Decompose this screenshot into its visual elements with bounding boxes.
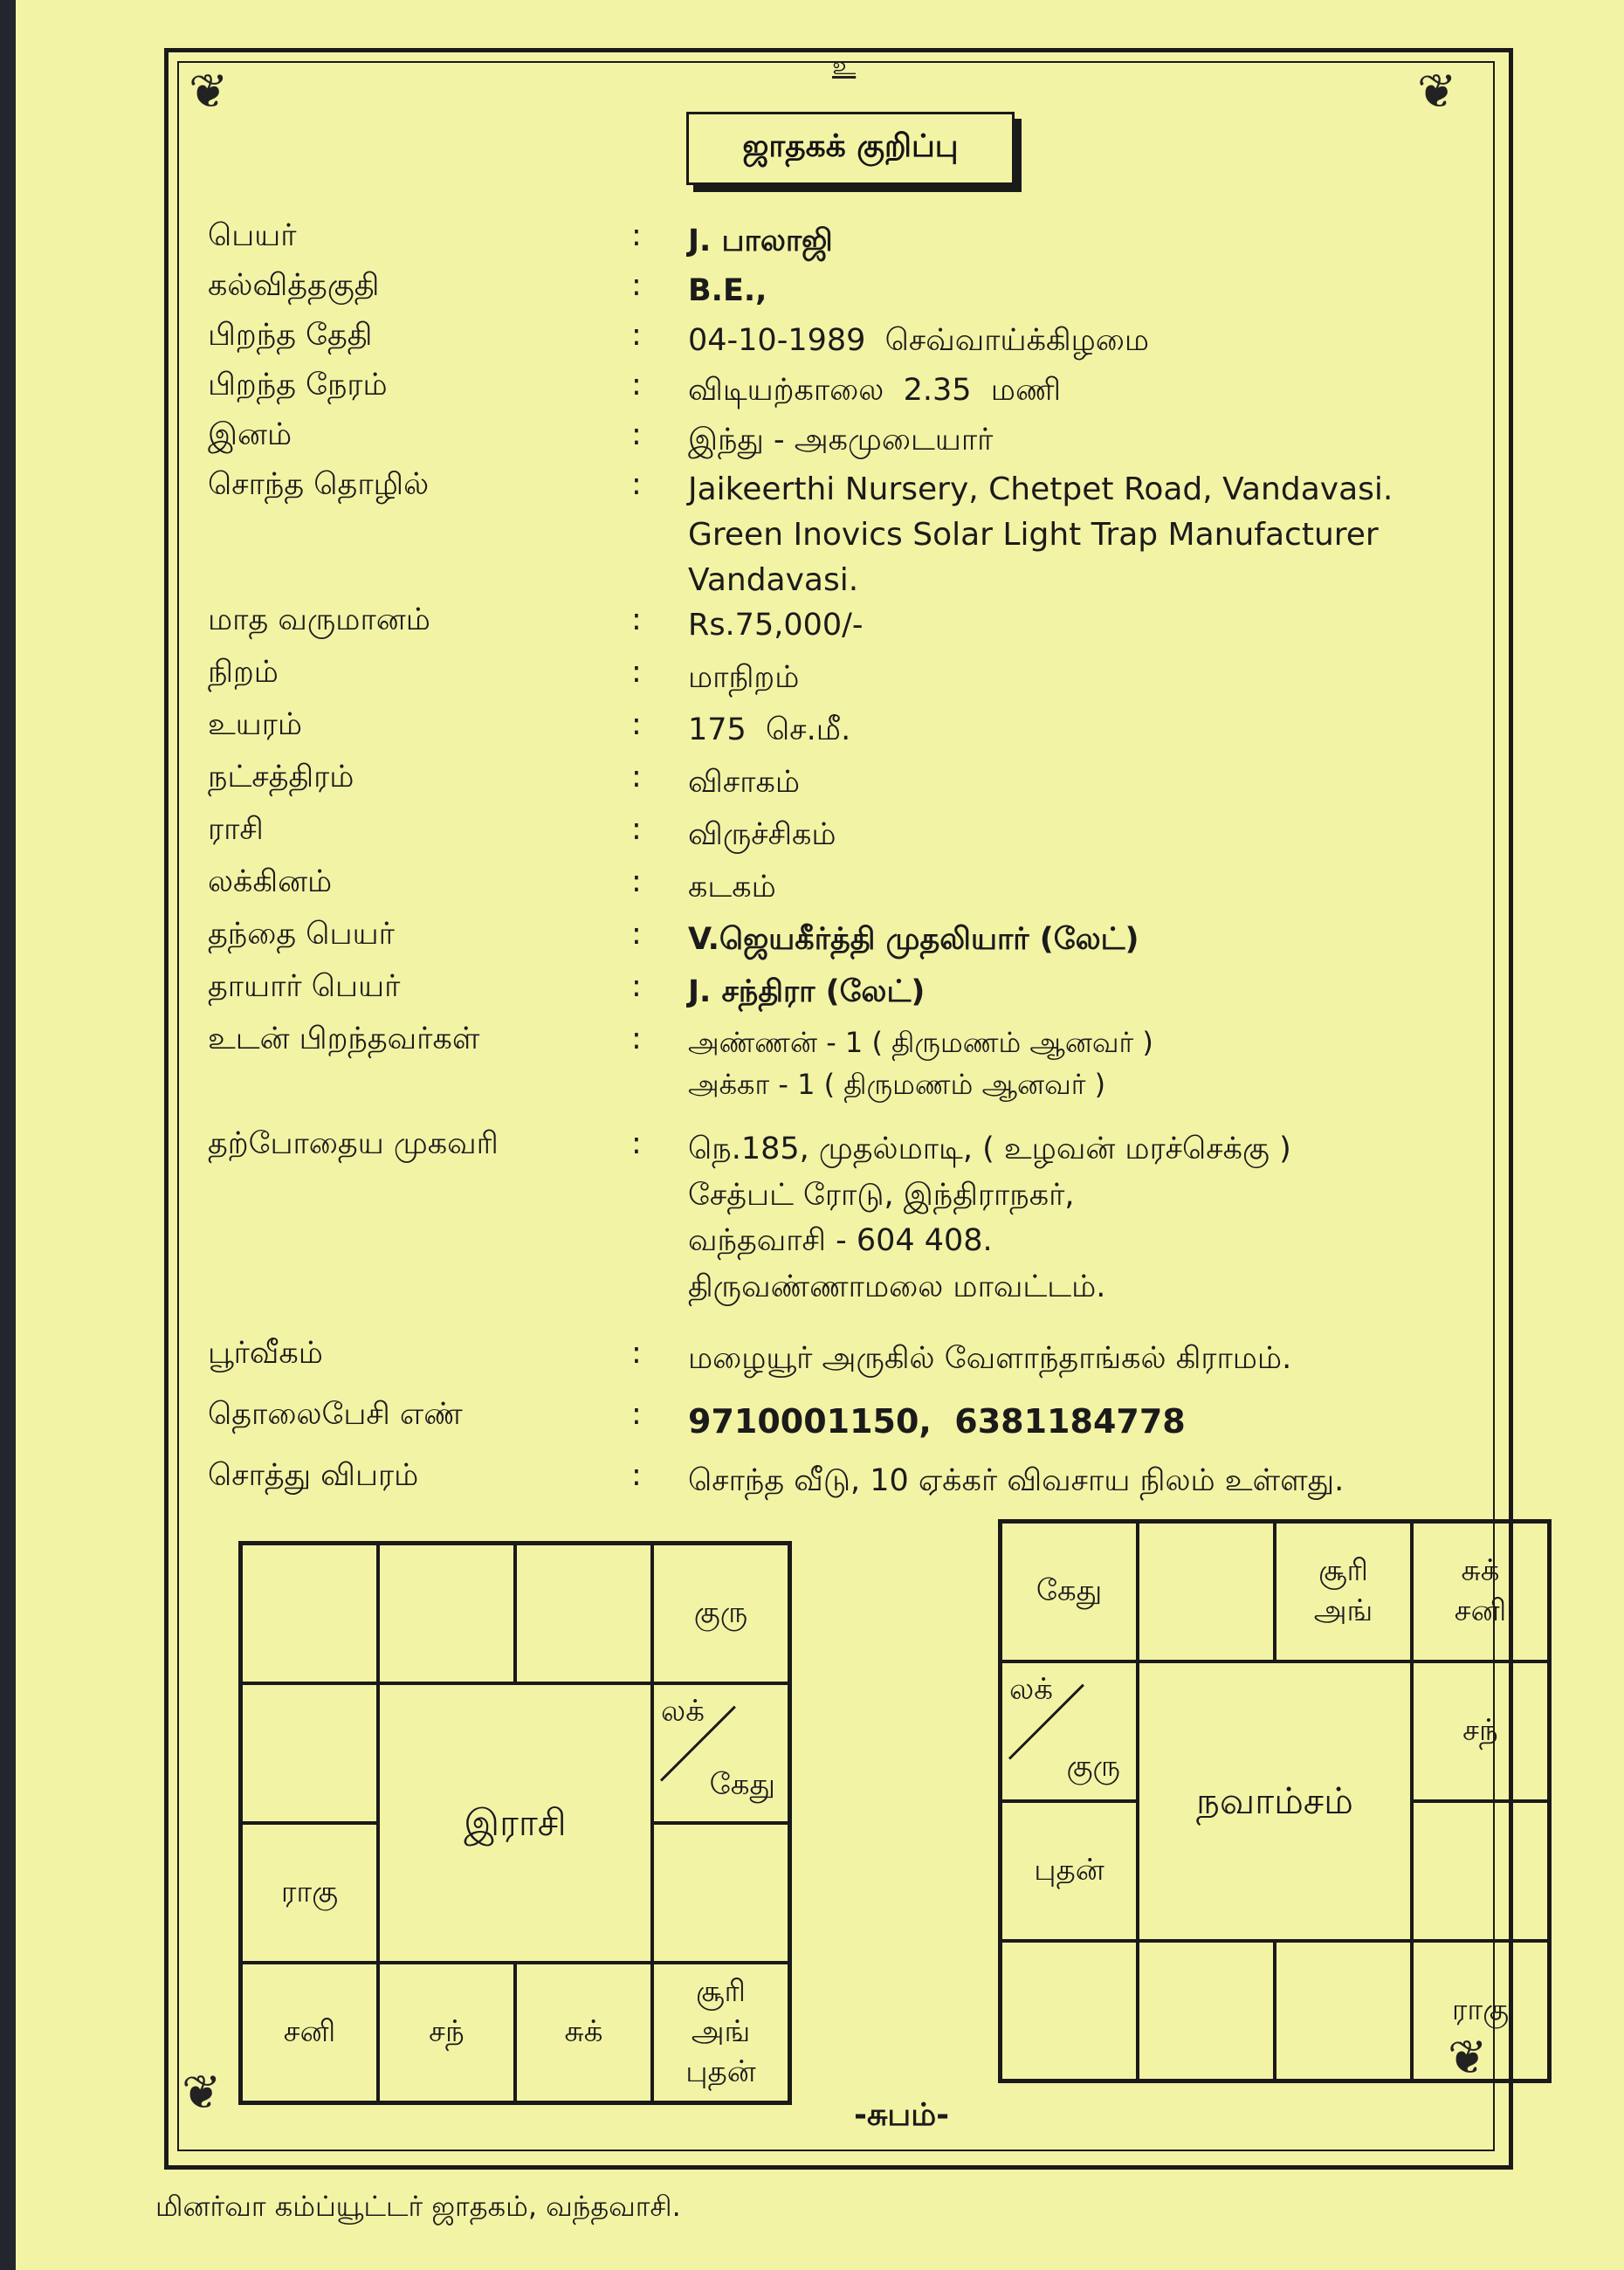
rasi-house	[241, 1683, 378, 1823]
rasi-house: சுக்	[515, 1963, 652, 2102]
detail-value: கடகம்	[688, 870, 776, 905]
detail-value: சொந்த வீடு, 10 ஏக்கர் விவசாய நிலம் உள்ளது.	[688, 1463, 1345, 1498]
planet-label: கேது	[709, 1767, 775, 1803]
detail-label: மாத வருமானம்	[208, 602, 430, 637]
detail-label: லக்கினம்	[208, 864, 333, 899]
detail-label: தந்தை பெயர்	[208, 917, 395, 952]
rasi-chart	[238, 1541, 792, 2105]
detail-label: இனம்	[208, 417, 292, 452]
rasi-house: சனி	[241, 1963, 378, 2102]
navamsa-house-lagnam	[1001, 1661, 1138, 1801]
detail-label: சொந்த தொழில்	[208, 467, 430, 502]
detail-value: நெ.185, முதல்மாடி, ( உழவன் மரச்செக்கு ) சேத்பட் ரோடு, இந்திராநகர், வந்தவாசி - 604 408. திருவண்ணாமலை மாவட்டம்.	[688, 1132, 1291, 1304]
floral-corner-icon: ❦	[1448, 2030, 1488, 2085]
planet-label: குரு	[1066, 1749, 1120, 1785]
detail-label: தாயார் பெயர்	[208, 969, 401, 1004]
navamsa-house	[1412, 1801, 1549, 1941]
detail-value: மழையூர் அருகில் வேளாந்தாங்கல் கிராமம்.	[688, 1341, 1292, 1376]
rasi-house: சந்	[378, 1963, 515, 2102]
pillaiyar-suzhi-mark: உ	[832, 51, 857, 81]
navamsa-house	[1001, 1941, 1138, 2081]
rasi-house	[652, 1823, 789, 1963]
detail-label: பிறந்த தேதி	[208, 318, 373, 353]
navamsa-chart-center: நவாம்சம்	[1138, 1661, 1412, 1941]
floral-corner-icon: ❦	[182, 2065, 222, 2120]
rasi-house: குரு	[652, 1544, 789, 1683]
rasi-house: சூரி அங் புதன்	[652, 1963, 789, 2102]
detail-label: பிறந்த நேரம்	[208, 368, 388, 402]
lagnam-marker: லக்	[661, 1694, 705, 1729]
rasi-house: ராகு	[241, 1823, 378, 1963]
lagnam-marker: லக்	[1009, 1672, 1053, 1707]
detail-label: சொத்து விபரம்	[208, 1458, 419, 1493]
detail-value: B.E.,	[688, 273, 767, 308]
detail-label: பூர்வீகம்	[208, 1336, 323, 1371]
printer-credit: மினர்வா கம்ப்யூட்டர் ஜாதகம், வந்தவாசி.	[155, 2190, 681, 2223]
detail-label: ராசி	[208, 812, 264, 847]
rasi-house	[378, 1544, 515, 1683]
navamsa-house	[1138, 1522, 1275, 1661]
detail-value: மாநிறம்	[688, 660, 800, 695]
navamsa-house: கேது	[1001, 1522, 1138, 1661]
detail-label: உயரம்	[208, 707, 303, 742]
detail-label: உடன் பிறந்தவர்கள்	[208, 1022, 480, 1056]
detail-value: 04-10-1989 செவ்வாய்க்கிழமை	[688, 323, 1150, 358]
detail-label: தற்போதைய முகவரி	[208, 1126, 499, 1161]
rasi-house-lagnam	[652, 1683, 789, 1823]
navamsa-house: புதன்	[1001, 1801, 1138, 1941]
detail-label: பெயர்	[208, 218, 297, 253]
detail-value: 9710001150, 6381184778	[688, 1402, 1186, 1441]
detail-label: கல்வித்தகுதி	[208, 268, 380, 303]
rasi-house	[515, 1544, 652, 1683]
detail-value: J. சந்திரா (லேட்)	[688, 974, 926, 1009]
navamsa-house: சுக் சனி	[1412, 1522, 1549, 1661]
detail-value: அண்ணன் - 1 ( திருமணம் ஆனவர் ) அக்கா - 1 ( திருமணம் ஆனவர் )	[688, 1026, 1153, 1101]
navamsa-chart	[998, 1519, 1552, 2083]
detail-value: விருச்சிகம்	[688, 817, 836, 852]
navamsa-house: சூரி அங்	[1275, 1522, 1412, 1661]
detail-value: V.ஜெயகீர்த்தி முதலியார் (லேட்)	[688, 922, 1139, 957]
detail-label: நட்சத்திரம்	[208, 760, 354, 794]
detail-value: Jaikeerthi Nursery, Chetpet Road, Vandavasi. Green Inovics Solar Light Trap Manufacturer Vandavasi.	[688, 471, 1393, 599]
rasi-chart-center: இராசி	[378, 1683, 652, 1963]
detail-value: Rs.75,000/-	[688, 608, 864, 643]
floral-corner-icon: ❦	[1417, 64, 1457, 119]
detail-value: 175 செ.மீ.	[688, 712, 851, 747]
detail-value: J. பாலாஜி	[688, 224, 833, 258]
detail-label: நிறம்	[208, 655, 279, 690]
rasi-house	[241, 1544, 378, 1683]
detail-value: விடியற்காலை 2.35 மணி	[688, 373, 1062, 408]
navamsa-house	[1275, 1941, 1412, 2081]
subam-closing: -சுபம்-	[854, 2097, 950, 2133]
navamsa-house: சந்	[1412, 1661, 1549, 1801]
navamsa-house: ராகு	[1412, 1941, 1549, 2081]
document-title: ஜாதகக் குறிப்பு	[686, 112, 1015, 185]
floral-corner-icon: ❦	[189, 64, 229, 119]
navamsa-house	[1138, 1941, 1275, 2081]
horoscope-sheet: ❦ ❦ ❦ ❦ உ ஜாதகக் குறிப்பு பெயர் : J. பாலாஜி கல்வித்தகுதி : B.E., பிறந்த தேதி : 04-10-1989 செவ்வாய்க்கிழமை பிறந்த நேரம் : விடியற்காலை 2.35 மணி இனம் : இந்து - அகமுடையார் சொந்த தொழில் : Jaikeerthi Nursery, Chetpet Road, Vandavasi. Green Inovics Solar Light Trap Manufacturer Vandavasi. மாத வருமானம் : Rs.75,000/- நிறம் : மாநிறம் உயரம் : 175 செ.மீ. நட்சத்திரம் : விசாகம் ராசி : விருச்சிகம் லக்கினம் : கடகம் தந்தை பெயர் : V.ஜெயகீர்த்தி முதலியார் (லேட்) தாயார் பெயர் : J. சந்திரா (லேட்) உடன் பிறந்தவர்கள் : அண்ணன் - 1 ( திருமணம் ஆனவர் ) அக்கா - 1 ( திருமணம் ஆனவர் ) தற்போதைய முகவரி : நெ.185, முதல்மாடி, ( உழவன் மரச்செக்கு ) சேத்பட் ரோடு, இந்திராநகர், வந்தவாசி - 604 408. திருவண்ணாமலை மாவட்டம். பூர்வீகம் : மழையூர் அருகில் வேளாந்தாங்கல் கிராமம். தொலைபேசி எண் : 9710001150, 6381184778 சொத்து விபரம் : சொந்த வீடு, 10 ஏக்கர் விவசாய நிலம் உள்ளது. குரு இராசி லக் கேது ராகு சனி சந் சுக் சூரி அங் புதன் கேது சூரி அங் சுக் சனி லக் குரு நவாம்சம் சந் புதன் ராகு -சுபம்- மினர்வா கம்ப்யூட்டர் ஜாதகம், வந்தவாசி.	[16, 0, 1624, 2270]
detail-label: தொலைபேசி எண்	[208, 1397, 463, 1432]
detail-value: விசாகம்	[688, 765, 801, 800]
detail-value: இந்து - அகமுடையார்	[688, 423, 994, 457]
